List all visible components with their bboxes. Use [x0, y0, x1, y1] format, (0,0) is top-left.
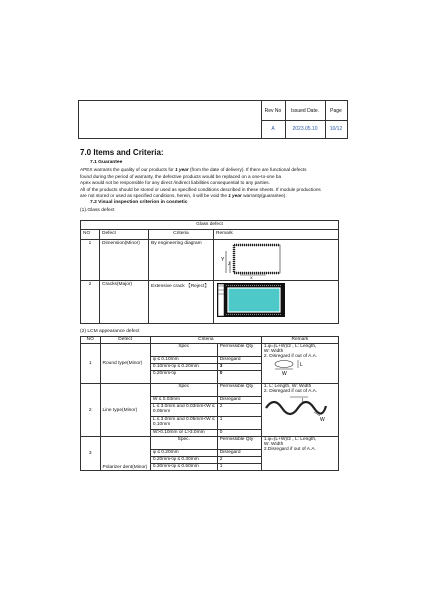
page-value: 10/12: [329, 126, 343, 132]
section-title: 7.0 Items and Criteria:: [80, 148, 164, 157]
guarantee-line-2: found during the period of warranty, the defective products would be replaced on a one-to-one ba: [80, 173, 282, 179]
l-label: L: [301, 398, 305, 404]
qty-cell: Permissible Qty: [217, 437, 261, 450]
visual-heading: 7.2 Visual inspection criterion in cosmetic: [90, 200, 188, 205]
lcm-defect-label: (2) LCM appearance defect: [80, 329, 140, 334]
guarantee-line-4: All of the products should be stored or used as specified conditions described in these sheets. If module productions: [80, 186, 321, 192]
remark-cell: 1.φ=(L+W)/2 , L: Length, W: Width 2.Disregard if out of A.A.: [261, 437, 338, 471]
line-defect-drawing: [264, 394, 328, 422]
rev-no-value: A: [261, 120, 286, 138]
remark-cell: 1.φ=(L+W)/2 , L: Length, W: Width 2. Disregard if out of A.A. L W: [261, 344, 338, 384]
dimension-drawing: [216, 241, 286, 279]
spec-cell: Spec: [150, 384, 217, 397]
table-row: [81, 344, 339, 357]
w-label: W: [319, 417, 325, 422]
y-label: Y: [221, 257, 225, 263]
qty-cell: Disregard: [217, 450, 261, 457]
spec-cell: W ≤ 0.03mm: [150, 397, 217, 404]
issued-date-header: Issued Date.: [285, 101, 326, 121]
l-label: L: [299, 362, 303, 368]
lcm-col-no: NO: [81, 337, 101, 344]
glass-defect-label: (1).Glass defect: [80, 208, 115, 213]
row-criteria: By engineering diagram: [149, 240, 214, 281]
lcm-col-remark: Remark: [261, 337, 338, 344]
spec-cell: φ ≤ 0.20mm: [150, 450, 217, 457]
qty-cell: 0: [217, 430, 261, 437]
qty-cell: Disregard: [217, 397, 261, 404]
table-row: [81, 437, 339, 450]
qty-cell: Disregard: [217, 357, 261, 364]
glass-defect-table: [80, 220, 339, 324]
glass-caption: Glass defect: [81, 221, 339, 230]
rev-no-header: Rev No: [261, 101, 286, 121]
crack-diagram: [214, 281, 339, 324]
round-defect-drawing: [264, 359, 324, 375]
row-defect: Cracks(Major): [100, 281, 149, 324]
table-row: [81, 384, 339, 397]
qty-cell: 3: [217, 364, 261, 371]
row-no: 2: [81, 384, 101, 437]
z-label: Z: [228, 261, 231, 266]
glass-col-remark: Remark: [214, 230, 339, 240]
guarantee-line-1: APEX warrants the quality of our products for 1 year (from the date of delivery). If there are functional defects: [80, 167, 307, 172]
spec-cell: W>0.10mm or L>3.0mm: [150, 430, 217, 437]
lcm-col-defect: Defect: [100, 337, 150, 344]
qty-cell: Permissible Qty: [217, 384, 261, 397]
qty-cell: 1: [217, 464, 261, 471]
spec-cell: Spec: [150, 344, 217, 357]
lcm-defect-table: [80, 336, 339, 471]
row-defect: Round type(Minor): [100, 344, 150, 384]
logo-area: [79, 101, 262, 138]
issued-date-value: 2023.05.10: [285, 120, 326, 138]
revision-box: [78, 100, 348, 139]
page-header: Page: [325, 101, 347, 121]
dimension-diagram: [214, 240, 339, 281]
qty-cell: Permissible Qty: [217, 344, 261, 357]
row-criteria: Extensive crack 【Reject】: [149, 281, 214, 324]
glass-col-criteria: Criteria: [149, 230, 214, 240]
qty-cell: 2: [217, 457, 261, 464]
spec-cell: φ ≤ 0.10mm: [150, 357, 217, 364]
w-label: W: [281, 371, 287, 375]
row-no: 2: [81, 281, 100, 324]
guarantee-line-3: Apex would not be responsible for any direct /indirect liabilities consequential to any parties.: [80, 180, 270, 185]
x-label: X: [250, 275, 253, 279]
spec-cell: 0.20mm<φ ≤ 0.30mm: [150, 457, 217, 464]
row-defect: Dimension(Minor): [100, 240, 149, 281]
table-row: [81, 281, 339, 324]
row-defect: Polarizer dent(Minor): [100, 437, 150, 471]
spec-cell: 0.10mm<φ ≤ 0.20mm: [150, 364, 217, 371]
glass-col-defect: Defect: [100, 230, 149, 240]
row-no: 1: [81, 240, 100, 281]
remark-cell: 1. L: Length, W: Width 2. Disregard if out of A.A. L W: [261, 384, 338, 437]
row-defect: Line type(Minor): [100, 384, 150, 437]
lcd-crack-drawing: [216, 282, 288, 318]
qty-cell: 2: [217, 404, 261, 417]
row-no: 1: [81, 344, 101, 384]
spec-cell: 0.20mm<φ: [150, 371, 217, 384]
table-row: [81, 240, 339, 281]
qty-cell: 0: [217, 371, 261, 384]
guarantee-line-5: are not stored or used as specified conditions, herein, it will be void the 1 year warranty(guarantee).: [80, 193, 287, 198]
row-no: 3: [81, 437, 101, 471]
spec-cell: L ≤ 3.0mm and 0.05mm<W ≤ 0.10mm: [150, 417, 217, 430]
guarantee-heading: 7.1 Guarantee: [90, 160, 123, 165]
glass-col-no: NO: [81, 230, 100, 240]
lcm-col-criteria: Criteria: [150, 337, 261, 344]
qty-cell: 1: [217, 417, 261, 430]
spec-cell: Spec.: [150, 437, 217, 450]
spec-cell: 0.30mm<φ ≤ 0.50mm: [150, 464, 217, 471]
spec-cell: L ≤ 3.0mm and 0.03mm<W ≤ 0.05mm: [150, 404, 217, 417]
